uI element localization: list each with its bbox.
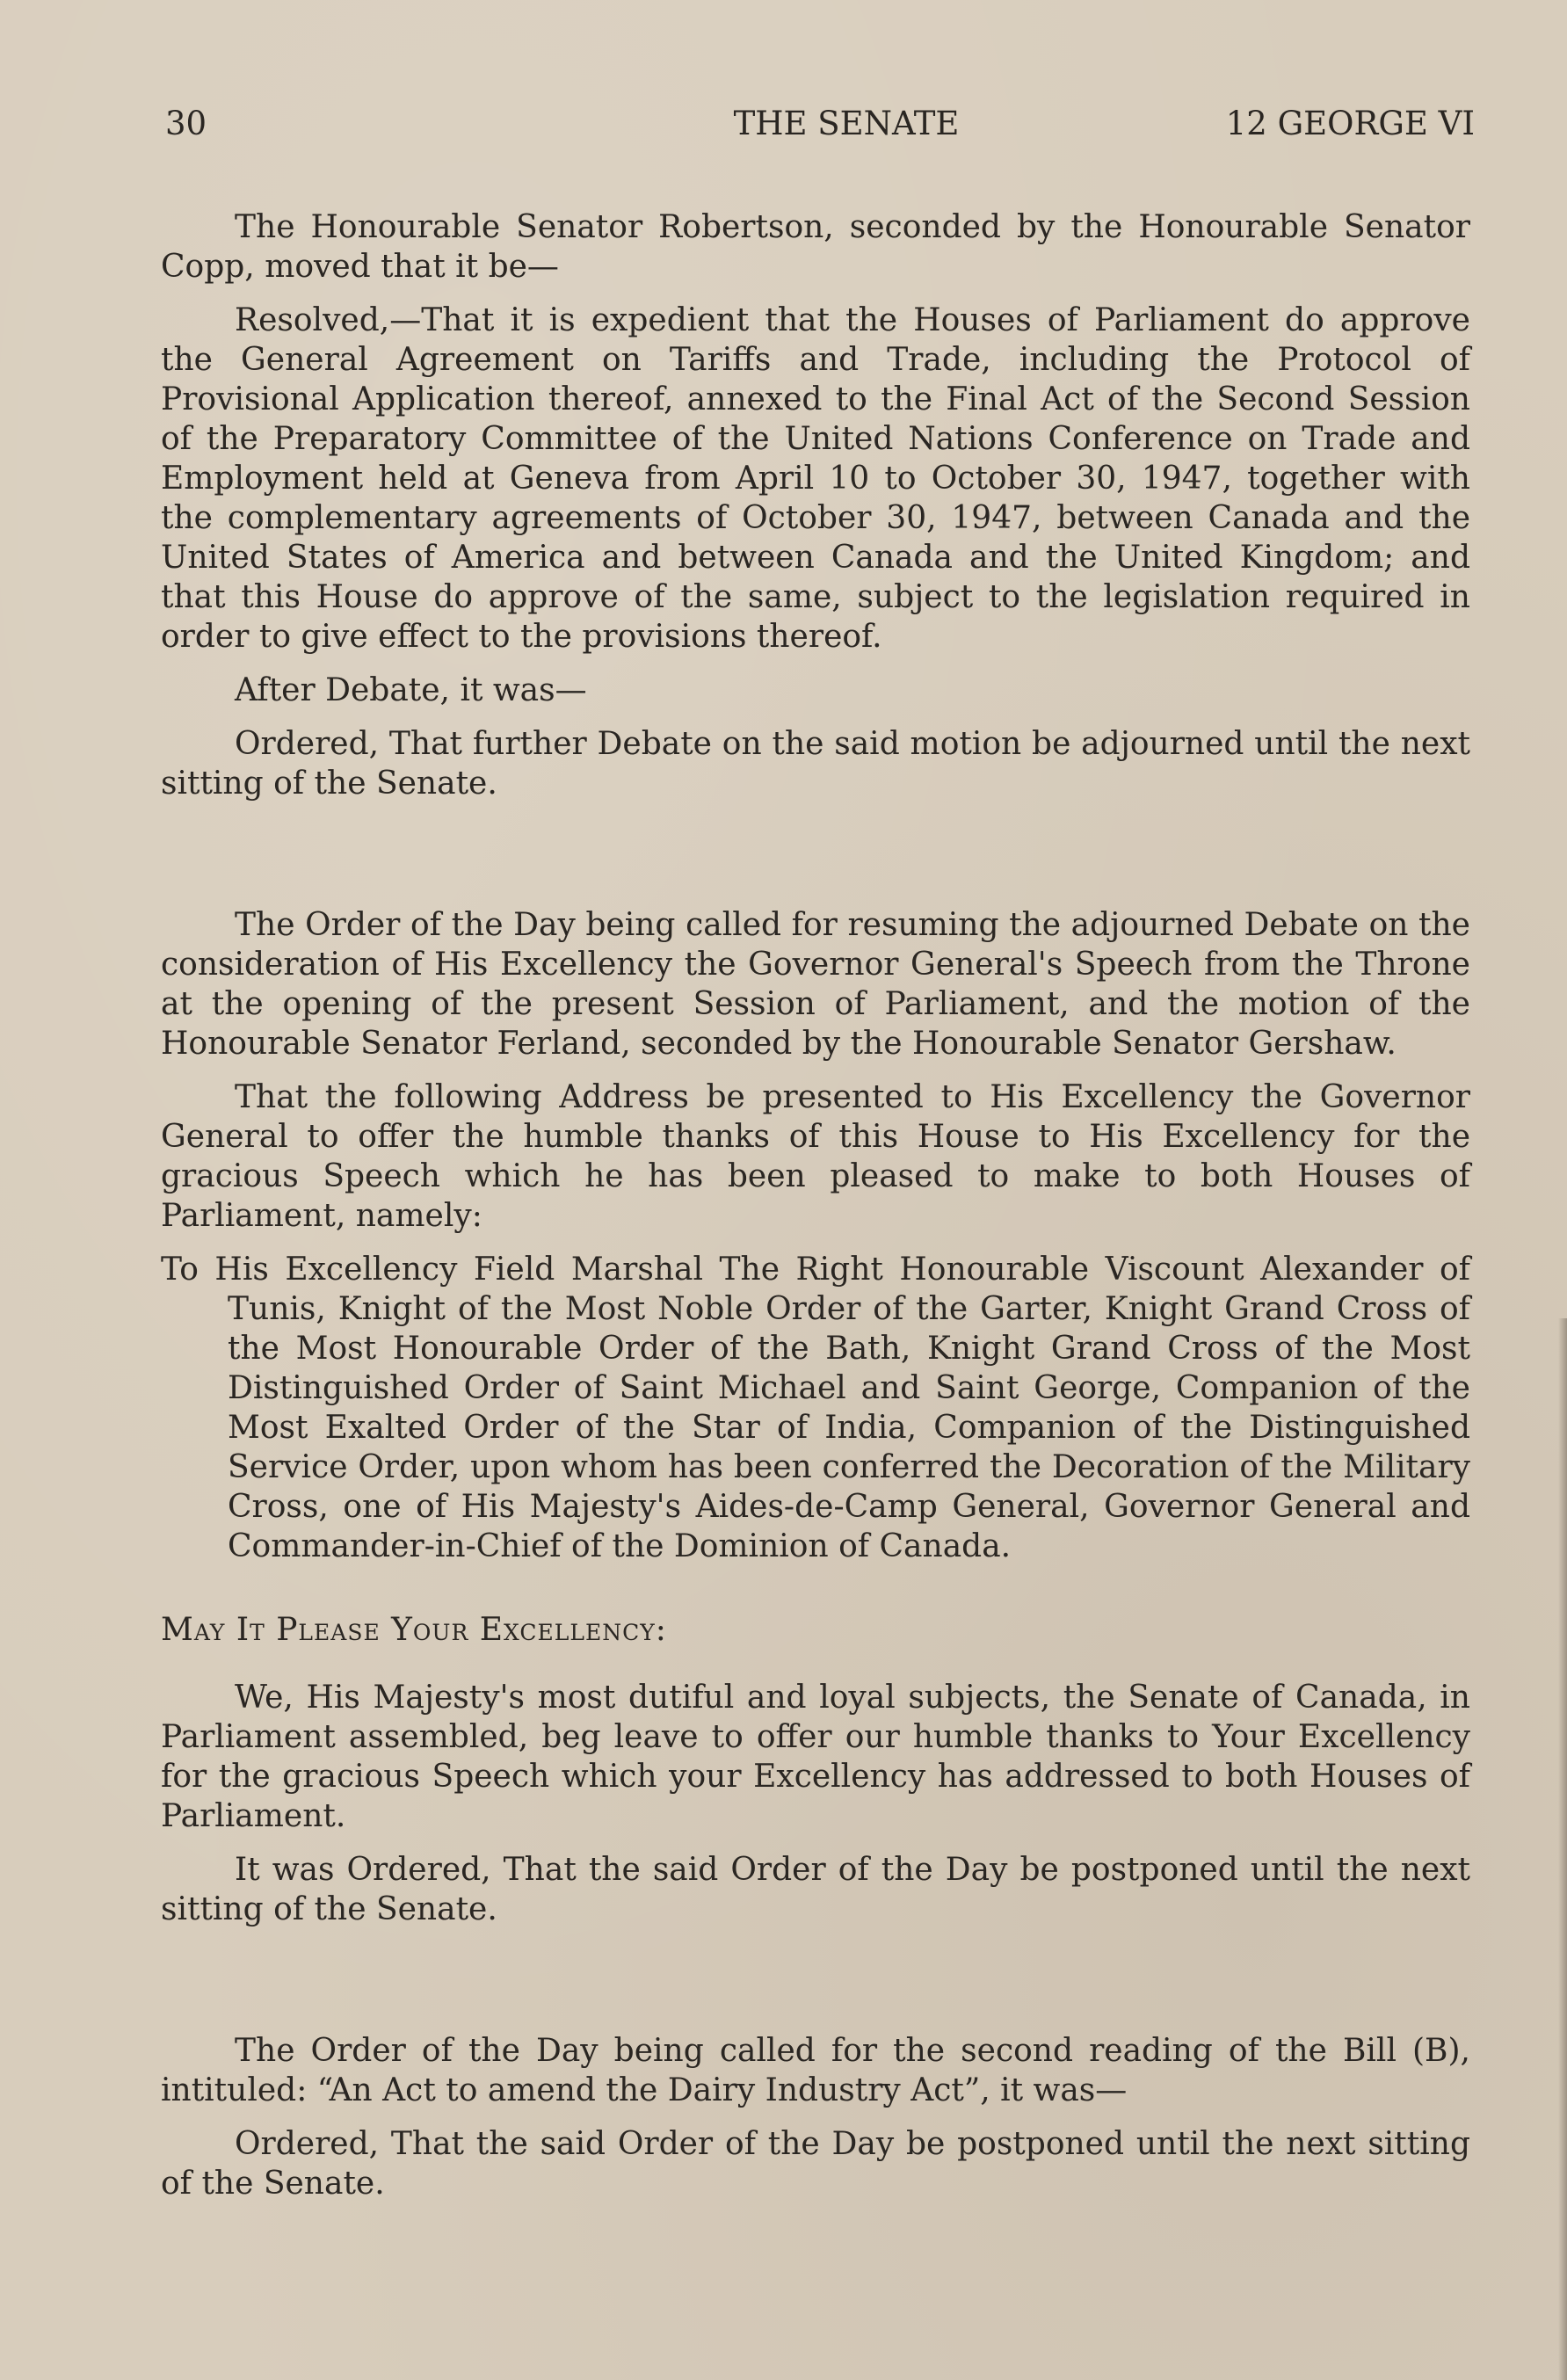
thanks-paragraph: We, His Majesty's most dutiful and loyal subjects, the Senate of Canada, in Parliament assembled, beg leave to offer our humble thanks to Your Excellency for the gracious Speech which your Excellency has addressed to both Houses of Parliament. <box>161 1680 1470 1834</box>
postponement-paragraph: It was Ordered, That the said Order of the Day be postponed until the next sitting of the Senate. <box>161 1852 1470 1927</box>
debate-paragraph: After Debate, it was— <box>235 672 587 708</box>
order-paragraph: Ordered, That further Debate on the said motion be adjourned until the next sitting of the Senate. <box>161 726 1470 802</box>
resolution-paragraph: Resolved,—That it is expedient that the Houses of Parliament do approve the General Agreement on Tariffs and Trade, including the Protocol of Provisional Application thereof, annexed to the Final Act of the Second Session of the Preparatory Committee of the United Nations Conference on Trade and Employment held at Geneva from April 10 to October 30, 1947, together with the complementary agreements of October 30, 1947, between Canada and the United States of America and between Canada and the United Kingdom; and that this House do approve of the same, subject to the legislation required in order to give effect to the provisions thereof. <box>161 302 1470 655</box>
running-header <box>165 101 1475 147</box>
bill-paragraph: The Order of the Day being called for the second reading of the Bill (B), intituled: “An Act to amend the Dairy Industry Act”, it was— <box>161 2033 1470 2108</box>
regnal-year: 12 GEORGE VI <box>1225 105 1475 142</box>
page-number: 30 <box>165 105 207 142</box>
address-recipient-paragraph: To His Excellency Field Marshal The Right Honourable Viscount Alexander of Tunis, Knight of the Most Noble Order of the Garter, Knight Grand Cross of the Most Honourable Order of the Bath, Knight Grand Cross of the Most Distinguished Order of Saint Michael and Saint George, Companion of the Most Exalted Order of the Star of India, Companion of the Distinguished Service Order, upon whom has been conferred the Decoration of the Military Cross, one of His Majesty's Aides-de-Camp General, Governor General and Commander-in-Chief of the Dominion of Canada. <box>161 1252 1470 1564</box>
salutation: May It Please Your Excellency: <box>161 1612 667 1648</box>
document-body <box>161 207 1470 2203</box>
page-title: THE SENATE <box>733 105 960 142</box>
final-order-paragraph: Ordered, That the said Order of the Day be postponed until the next sitting of the Senate. <box>161 2126 1470 2202</box>
motion-paragraph: The Honourable Senator Robertson, seconded by the Honourable Senator Copp, moved that it be— <box>161 209 1470 285</box>
page-edge-shadow <box>1558 1318 1567 2380</box>
address-paragraph: That the following Address be presented to His Excellency the Governor General to offer the humble thanks of this House to His Excellency for the gracious Speech which he has been pleased to make to both Houses of Parliament, namely: <box>161 1079 1470 1234</box>
order-of-day-paragraph: The Order of the Day being called for resuming the adjourned Debate on the consideration of His Excellency the Governor General's Speech from the Throne at the opening of the present Session of Parliament, and the motion of the Honourable Senator Ferland, seconded by the Honourable Senator Gershaw. <box>161 907 1470 1062</box>
